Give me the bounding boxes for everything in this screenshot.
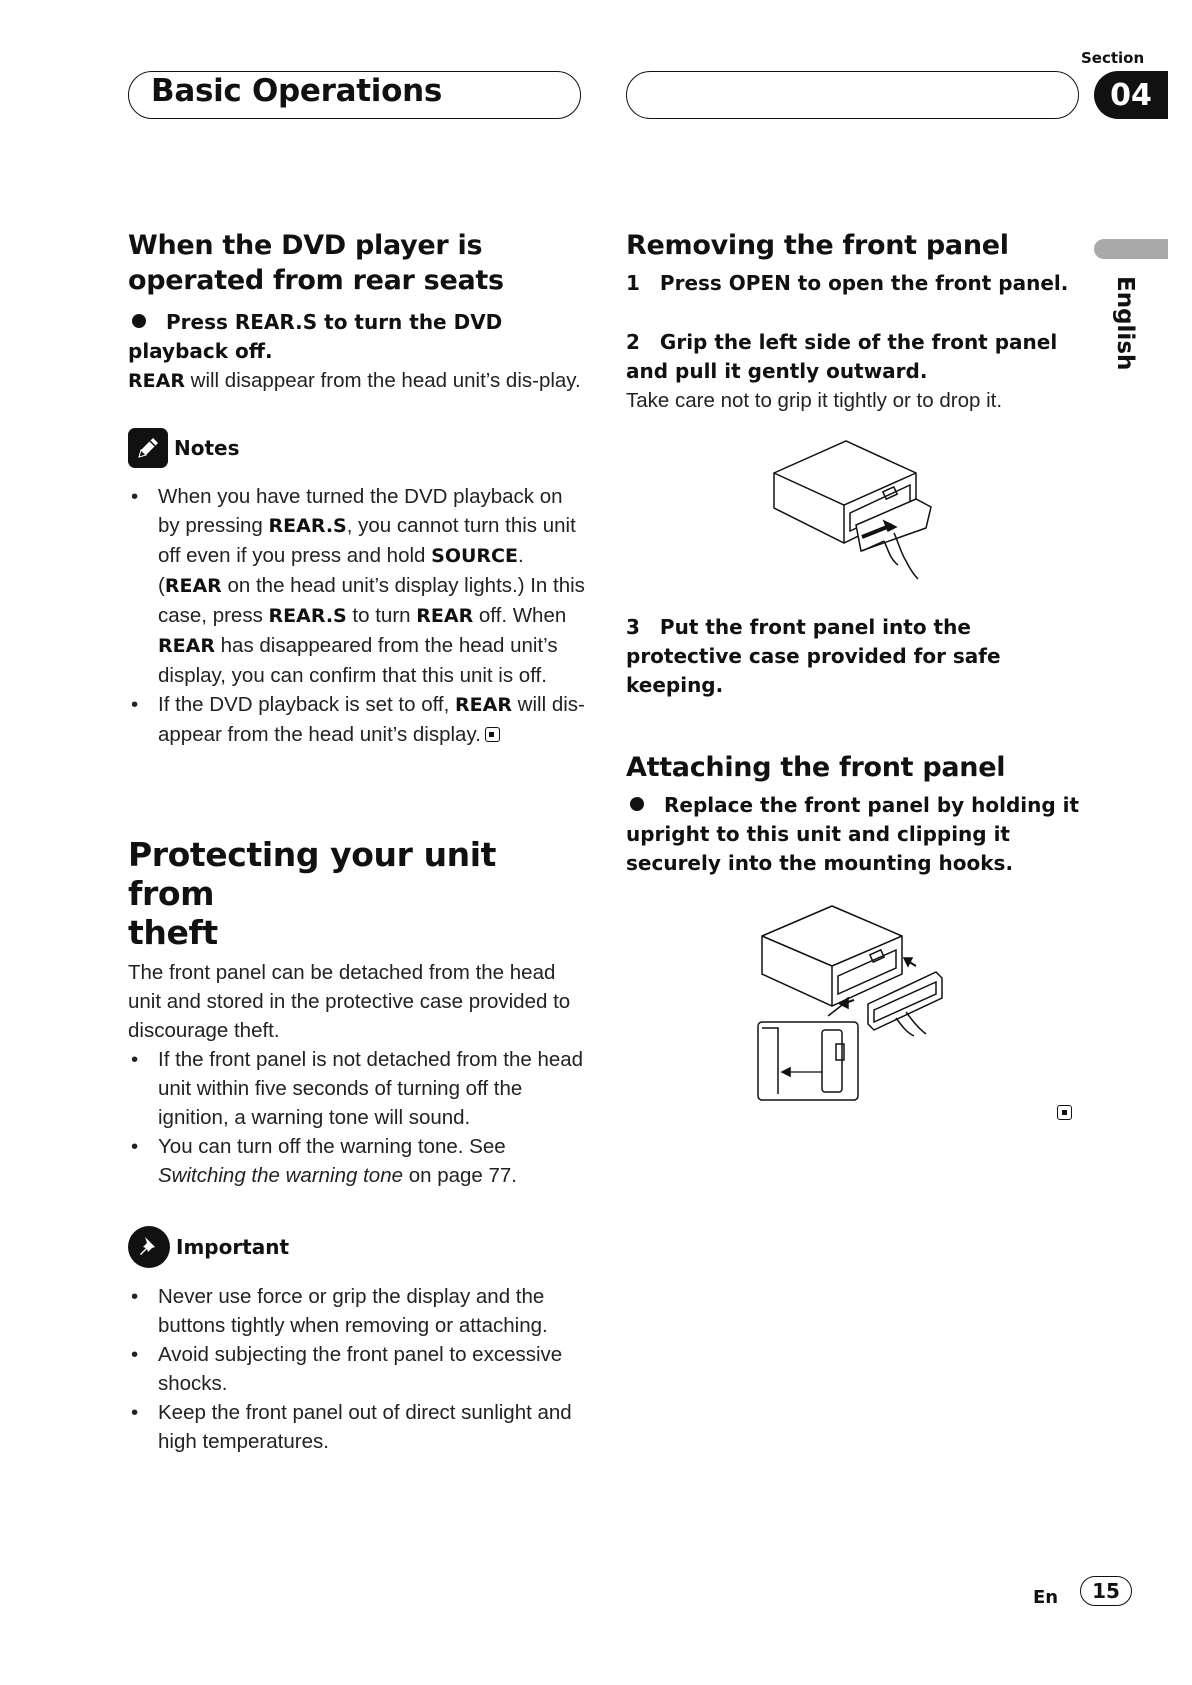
step-2-number: 2 [626,330,640,354]
important-item-1: • Never use force or grip the display and the buttons tightly when removing or attaching. [128,1282,588,1340]
note-text: , you cannot turn this unit off even if you press and hold [158,514,576,567]
note-text: off. When [473,604,567,627]
note-item [128,690,588,749]
notes-header [128,428,588,468]
note-text: . ( [158,544,524,597]
note-text: If the DVD playback is set to off, [158,693,456,716]
attaching-panel-illustration [756,894,956,1104]
warning-tone-reference: Switching the warning tone [158,1164,404,1187]
theft-heading-line2: theft [128,913,218,952]
end-mark-icon [485,727,500,742]
note-text: on the head unit’s display lights.) In this case, press [158,574,585,627]
rear-seats-heading-line1: When the DVD player is [128,230,483,261]
note-keyword: SOURCE [431,545,518,567]
rear-bold-word: REAR [128,370,185,392]
theft-heading [128,835,588,952]
important-header [128,1226,588,1268]
step-1-number: 1 [626,271,640,295]
theft-bullet-2 [128,1132,588,1190]
step-3-text: Put the front panel into the protective case provided for safe keeping. [626,615,1001,697]
page-number: 15 [1092,1579,1120,1603]
rear-seats-description [128,366,588,396]
note-keyword: REAR [164,575,222,597]
rear-seats-heading-line2: operated from rear seats [128,265,504,296]
important-item-2: • Avoid subjecting the front panel to excessive shocks. [128,1340,588,1398]
removing-panel-illustration [766,433,966,583]
note-keyword: REAR [158,635,215,657]
theft-bullet-2-start: You can turn off the warning tone. See [158,1135,506,1158]
rear-desc-text: will disappear from the head unit’s dis-play. [184,369,581,392]
notes-title: Notes [174,436,240,460]
step-2-text: Grip the left side of the front panel and pull it gently outward. [626,330,1058,383]
section-label: Section [1081,49,1145,67]
step-bullet-icon [132,314,146,328]
language-tab-label: English [1112,276,1138,371]
header-blank-box [626,71,1079,119]
pushpin-important-icon [128,1226,170,1268]
note-text: has disappeared from the head unit’s display, you can confirm that this unit is off. [158,634,558,687]
theft-list [128,1045,588,1190]
footer-language: En [1033,1587,1059,1608]
step-3-number: 3 [626,615,640,639]
theft-bullet-2-end: on page 77. [403,1164,518,1187]
pencil-note-icon [128,428,168,468]
attaching-step-text: Replace the front panel by holding it upright to this unit and clipping it securely into the mounting hooks. [626,793,1080,875]
attaching-heading: Attaching the front panel [626,752,1006,783]
left-column [128,228,588,1456]
rear-seats-step [128,308,588,366]
page-number-badge [1080,1576,1132,1606]
removing-step-1 [626,269,1081,298]
step-bullet-icon [630,797,644,811]
page-title: Basic Operations [151,73,443,109]
important-item-3: • Keep the front panel out of direct sunlight and high temperatures. [128,1398,588,1456]
note-item [128,482,588,690]
note-text: to turn [346,604,417,627]
theft-heading-line1: Protecting your unit from [128,835,497,913]
note-keyword: REAR [416,605,474,627]
important-list [128,1282,588,1456]
note-text: will dis-appear from the head unit’s display. [158,693,585,746]
removing-heading: Removing the front panel [626,230,1009,261]
rear-seats-step-text: Press REAR.S to turn the DVD playback off. [128,310,503,363]
important-block [128,1226,588,1456]
theft-intro: The front panel can be detached from the head unit and stored in the protective case provided to discourage theft. [128,961,571,1042]
note-keyword: REAR [455,694,512,716]
rear-seats-heading [128,228,588,298]
notes-list [128,482,588,749]
removing-step-3 [626,613,1081,700]
language-tab-bar [1094,239,1168,259]
removing-step-2-description: Take care not to grip it tightly or to drop it. [626,389,1003,412]
important-title: Important [176,1235,290,1259]
step-1-text: Press OPEN to open the front panel. [659,271,1069,295]
note-keyword: REAR.S [268,605,347,627]
section-number-badge: 04 [1094,71,1168,119]
right-column [626,228,1081,1104]
note-text: When you have turned the DVD playback on by pressing [158,485,563,537]
removing-step-2 [626,328,1081,386]
section-end-mark-icon [1057,1104,1072,1123]
notes-block [128,428,588,749]
note-keyword: REAR.S [268,515,347,537]
attaching-step [626,791,1081,878]
theft-bullet-1: • If the front panel is not detached from the head unit within five seconds of turning off the ignition, a warning tone will sound. [128,1045,588,1132]
